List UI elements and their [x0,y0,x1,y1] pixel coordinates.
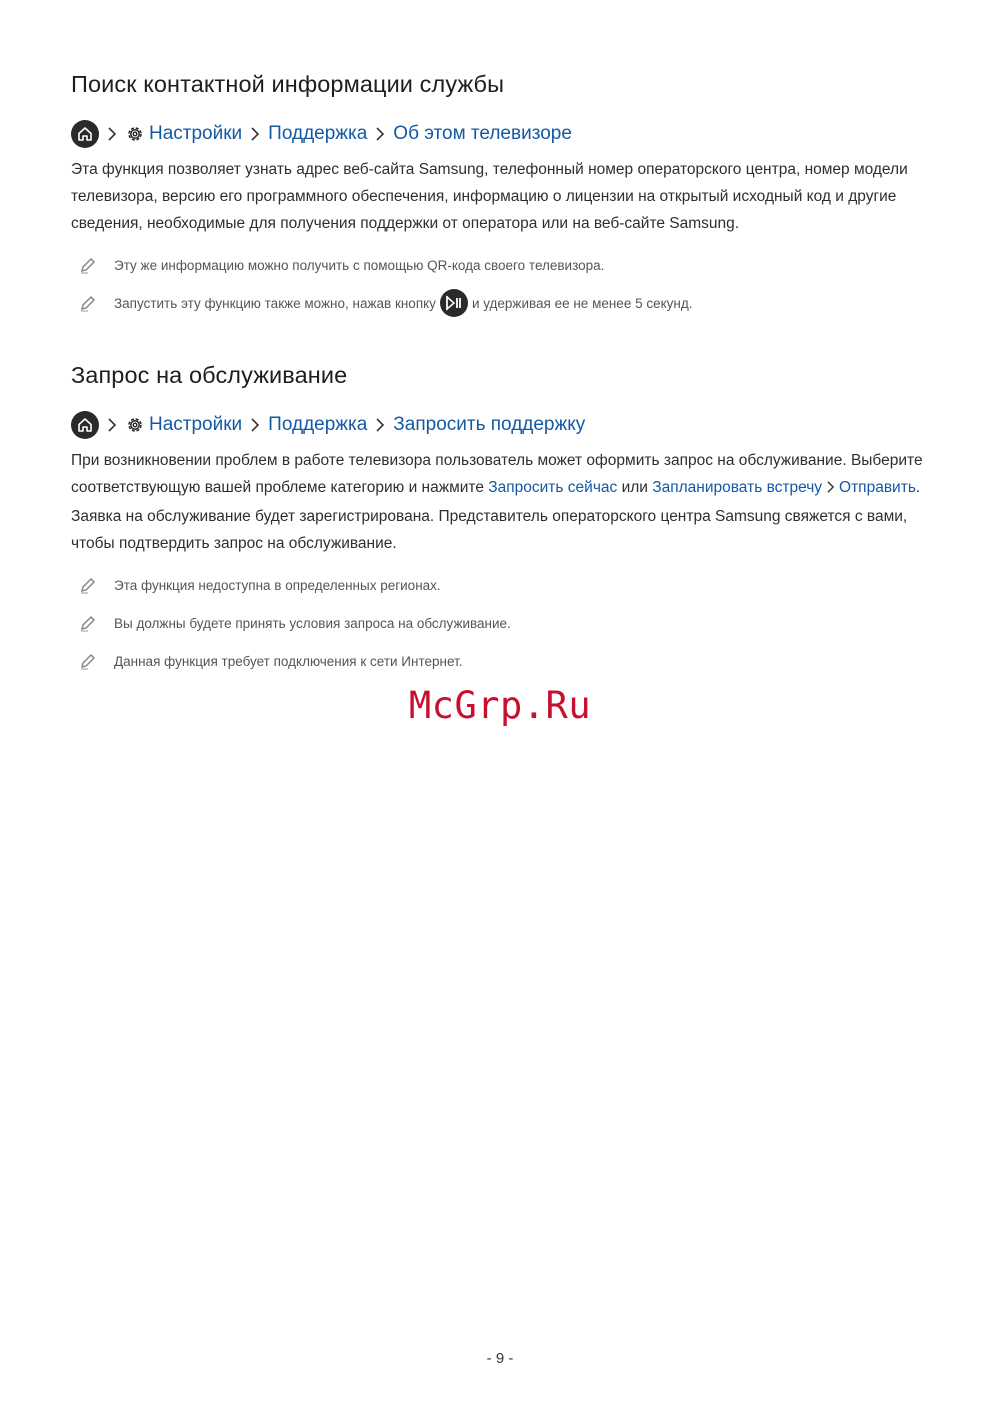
note-text: Эта функция недоступна в определенных регионах. [114,577,441,593]
link-schedule-meeting[interactable]: Запланировать встречу [652,479,823,496]
breadcrumb-support[interactable]: Поддержка [268,414,368,435]
note-item [71,645,931,677]
body-text: или [617,479,653,496]
body-text: При возникновении проблем в работе телевизора пользователь может оформить запрос на обслуживание. Выберите соответствующую вашей проблеме категорию и нажмите [71,452,923,496]
notes-list [71,249,931,319]
pencil-icon [78,255,98,275]
section-contact-info [71,66,931,325]
gear-icon [125,415,145,435]
note-item [71,607,931,639]
breadcrumb-support[interactable]: Поддержка [268,123,368,144]
section-title: Запрос на обслуживание [71,362,348,388]
note-text-continued: и удерживая ее не менее 5 секунд. [471,295,693,311]
watermark: McGrp.Ru [408,684,592,727]
pencil-icon [78,575,98,595]
play-pause-icon [440,289,468,317]
chevron-right-icon [107,126,117,142]
note-item [71,569,931,601]
chevron-right-icon [826,476,835,503]
breadcrumb-settings[interactable]: Настройки [149,414,243,435]
home-icon[interactable] [71,120,99,148]
chevron-right-icon [250,417,260,433]
link-request-now[interactable]: Запросить сейчас [488,479,618,496]
note-item [71,287,931,319]
notes-list [71,569,931,677]
pencil-icon [78,651,98,671]
body-text: . Заявка на обслуживание будет зарегистрирована. Представитель операторского центра Samsung свяжется с вами, чтобы подтвердить запрос на обслуживание. [71,479,921,552]
link-send[interactable]: Отправить [839,479,916,496]
home-icon[interactable] [71,411,99,439]
note-text: Вы должны будете принять условия запроса на обслуживание. [114,615,511,631]
breadcrumb-settings[interactable]: Настройки [149,123,243,144]
pencil-icon [78,613,98,633]
breadcrumb-about-tv[interactable]: Об этом телевизоре [393,123,572,144]
page-number: - 9 - [486,1350,514,1367]
section-service-request [71,357,931,683]
breadcrumb-request-support[interactable]: Запросить поддержку [393,414,586,435]
chevron-right-icon [375,126,385,142]
note-text: Данная функция требует подключения к сети Интернет. [114,653,463,669]
pencil-icon [78,293,98,313]
section-body [71,447,931,557]
chevron-right-icon [250,126,260,142]
note-text: Эту же информацию можно получить с помощью QR-кода своего телевизора. [114,257,605,273]
breadcrumb [71,118,931,150]
breadcrumb [71,409,931,441]
note-item [71,249,931,281]
chevron-right-icon [375,417,385,433]
section-title: Поиск контактной информации службы [71,71,505,97]
note-text: Запустить эту функцию также можно, нажав кнопку [114,295,436,311]
gear-icon [125,124,145,144]
section-body: Эта функция позволяет узнать адрес веб-сайта Samsung, телефонный номер операторского центра, номер модели телевизора, версию его программного обеспечения, информацию о лицензии на открытый исходный код и другие сведения, необходимые для получения поддержки от оператора или на веб-сайте Samsung. [71,161,908,232]
chevron-right-icon [107,417,117,433]
